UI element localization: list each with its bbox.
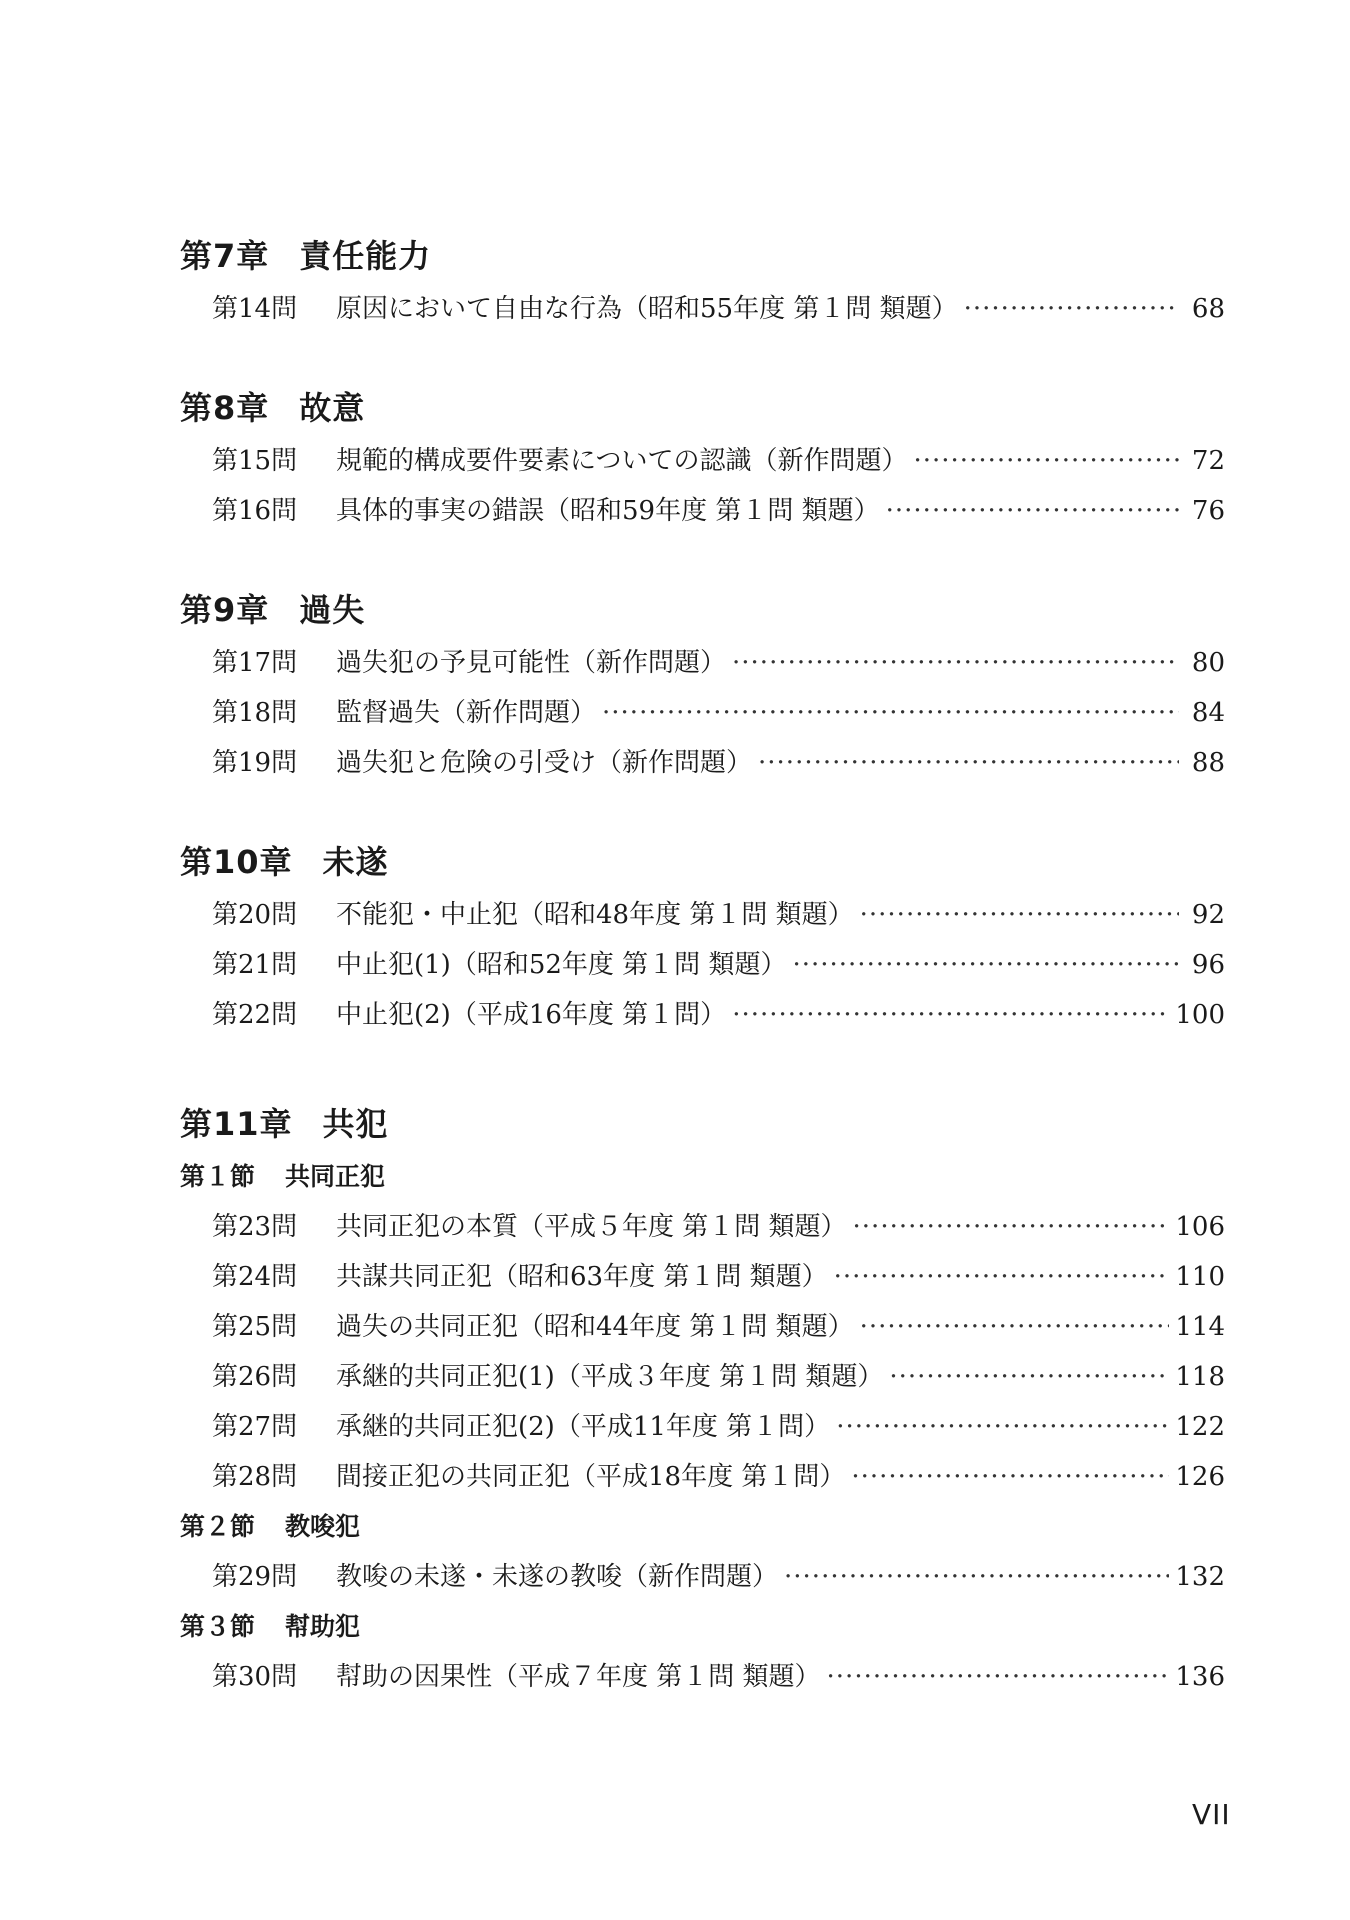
chapter-heading xyxy=(180,834,1225,890)
page-number: VII xyxy=(1192,1798,1231,1831)
leader-dots xyxy=(853,1202,1170,1252)
chapter-number: 第8章 xyxy=(180,389,270,427)
question-number: 第17問 xyxy=(212,648,298,678)
question-title: 過失犯の予見可能性（新作問題） xyxy=(336,648,727,678)
page-ref: 136 xyxy=(1175,1662,1225,1692)
chapter-title: 未遂 xyxy=(322,843,389,881)
question-title: 過失犯と危険の引受け（新作問題） xyxy=(336,748,753,778)
toc-entry[interactable] xyxy=(180,1202,1225,1252)
question-title: 教唆の未遂・未遂の教唆（新作問題） xyxy=(336,1562,779,1592)
section-title: 教唆犯 xyxy=(285,1512,361,1541)
question-number: 第23問 xyxy=(212,1212,298,1242)
question-number: 第18問 xyxy=(212,698,298,728)
page-ref: 80 xyxy=(1191,648,1225,678)
page-ref: 96 xyxy=(1191,950,1225,980)
leader-dots xyxy=(851,1452,1169,1502)
page-ref: 122 xyxy=(1175,1412,1225,1442)
question-number: 第25問 xyxy=(212,1312,298,1342)
toc-entry[interactable] xyxy=(180,486,1225,536)
table-of-contents xyxy=(180,228,1225,1702)
chapter-title: 責任能力 xyxy=(299,237,432,275)
leader-dots xyxy=(834,1252,1170,1302)
page-ref: 68 xyxy=(1191,294,1225,324)
page-ref: 114 xyxy=(1175,1312,1225,1342)
page-ref: 88 xyxy=(1191,748,1225,778)
toc-entry[interactable] xyxy=(180,1302,1225,1352)
leader-dots xyxy=(913,436,1179,486)
toc-entry[interactable] xyxy=(180,990,1225,1040)
toc-entry[interactable] xyxy=(180,1452,1225,1502)
question-title: 承継的共同正犯(1)（平成３年度 第１問 類題） xyxy=(336,1362,884,1392)
page-ref: 76 xyxy=(1191,496,1225,526)
leader-dots xyxy=(886,486,1179,536)
chapter-title: 共犯 xyxy=(322,1105,389,1143)
question-number: 第24問 xyxy=(212,1262,298,1292)
question-number: 第28問 xyxy=(212,1462,298,1492)
chapter-heading xyxy=(180,380,1225,436)
question-title: 共謀共同正犯（昭和63年度 第１問 類題） xyxy=(336,1262,828,1292)
leader-dots xyxy=(860,1302,1170,1352)
leader-dots xyxy=(836,1402,1169,1452)
chapter-number: 第7章 xyxy=(180,237,270,275)
leader-dots xyxy=(758,738,1179,788)
leader-dots xyxy=(827,1652,1170,1702)
toc-entry[interactable] xyxy=(180,940,1225,990)
chapter-title: 故意 xyxy=(299,389,366,427)
question-title: 原因において自由な行為（昭和55年度 第１問 類題） xyxy=(336,294,958,324)
question-title: 規範的構成要件要素についての認識（新作問題） xyxy=(336,446,908,476)
chapter-heading xyxy=(180,582,1225,638)
question-title: 具体的事実の錯誤（昭和59年度 第１問 類題） xyxy=(336,496,880,526)
toc-entry[interactable] xyxy=(180,1252,1225,1302)
toc-entry[interactable] xyxy=(180,890,1225,940)
toc-entry[interactable] xyxy=(180,638,1225,688)
chapter-heading xyxy=(180,1096,1225,1152)
section-number: 第１節 xyxy=(180,1162,256,1191)
section-title: 共同正犯 xyxy=(285,1162,386,1191)
leader-dots xyxy=(732,638,1179,688)
question-number: 第14問 xyxy=(212,294,298,324)
page-ref: 132 xyxy=(1175,1562,1225,1592)
question-number: 第21問 xyxy=(212,950,298,980)
leader-dots xyxy=(784,1552,1169,1602)
section-title: 幇助犯 xyxy=(285,1612,361,1641)
question-title: 承継的共同正犯(2)（平成11年度 第１問） xyxy=(336,1412,831,1442)
question-number: 第27問 xyxy=(212,1412,298,1442)
question-number: 第19問 xyxy=(212,748,298,778)
page-ref: 106 xyxy=(1175,1212,1225,1242)
question-number: 第29問 xyxy=(212,1562,298,1592)
question-title: 中止犯(1)（昭和52年度 第１問 類題） xyxy=(336,950,787,980)
question-title: 過失の共同正犯（昭和44年度 第１問 類題） xyxy=(336,1312,854,1342)
chapter-title: 過失 xyxy=(299,591,366,629)
question-number: 第16問 xyxy=(212,496,298,526)
page-ref: 72 xyxy=(1191,446,1225,476)
page-ref: 118 xyxy=(1175,1362,1225,1392)
chapter-number: 第11章 xyxy=(180,1105,293,1143)
page-ref: 126 xyxy=(1175,1462,1225,1492)
question-title: 中止犯(2)（平成16年度 第１問） xyxy=(336,1000,727,1030)
toc-entry[interactable] xyxy=(180,436,1225,486)
question-number: 第30問 xyxy=(212,1662,298,1692)
question-number: 第22問 xyxy=(212,1000,298,1030)
leader-dots xyxy=(964,284,1179,334)
section-heading xyxy=(180,1602,1225,1652)
question-number: 第26問 xyxy=(212,1362,298,1392)
toc-entry[interactable] xyxy=(180,1402,1225,1452)
leader-dots xyxy=(860,890,1179,940)
question-title: 幇助の因果性（平成７年度 第１問 類題） xyxy=(336,1662,821,1692)
chapter-number: 第9章 xyxy=(180,591,270,629)
toc-entry[interactable] xyxy=(180,688,1225,738)
leader-dots xyxy=(889,1352,1169,1402)
chapter-heading xyxy=(180,228,1225,284)
toc-entry[interactable] xyxy=(180,738,1225,788)
leader-dots xyxy=(602,688,1179,738)
question-number: 第20問 xyxy=(212,900,298,930)
section-heading xyxy=(180,1152,1225,1202)
leader-dots xyxy=(732,990,1169,1040)
question-title: 間接正犯の共同正犯（平成18年度 第１問） xyxy=(336,1462,846,1492)
page-ref: 100 xyxy=(1175,1000,1225,1030)
toc-entry[interactable] xyxy=(180,1352,1225,1402)
toc-entry[interactable] xyxy=(180,1652,1225,1702)
section-number: 第２節 xyxy=(180,1512,256,1541)
page-ref: 92 xyxy=(1191,900,1225,930)
page-ref: 110 xyxy=(1175,1262,1225,1292)
leader-dots xyxy=(792,940,1179,990)
question-number: 第15問 xyxy=(212,446,298,476)
question-title: 監督過失（新作問題） xyxy=(336,698,597,728)
section-number: 第３節 xyxy=(180,1612,256,1641)
page-ref: 84 xyxy=(1191,698,1225,728)
question-title: 不能犯・中止犯（昭和48年度 第１問 類題） xyxy=(336,900,854,930)
question-title: 共同正犯の本質（平成５年度 第１問 類題） xyxy=(336,1212,847,1242)
toc-entry[interactable] xyxy=(180,284,1225,334)
chapter-number: 第10章 xyxy=(180,843,293,881)
toc-entry[interactable] xyxy=(180,1552,1225,1602)
section-heading xyxy=(180,1502,1225,1552)
